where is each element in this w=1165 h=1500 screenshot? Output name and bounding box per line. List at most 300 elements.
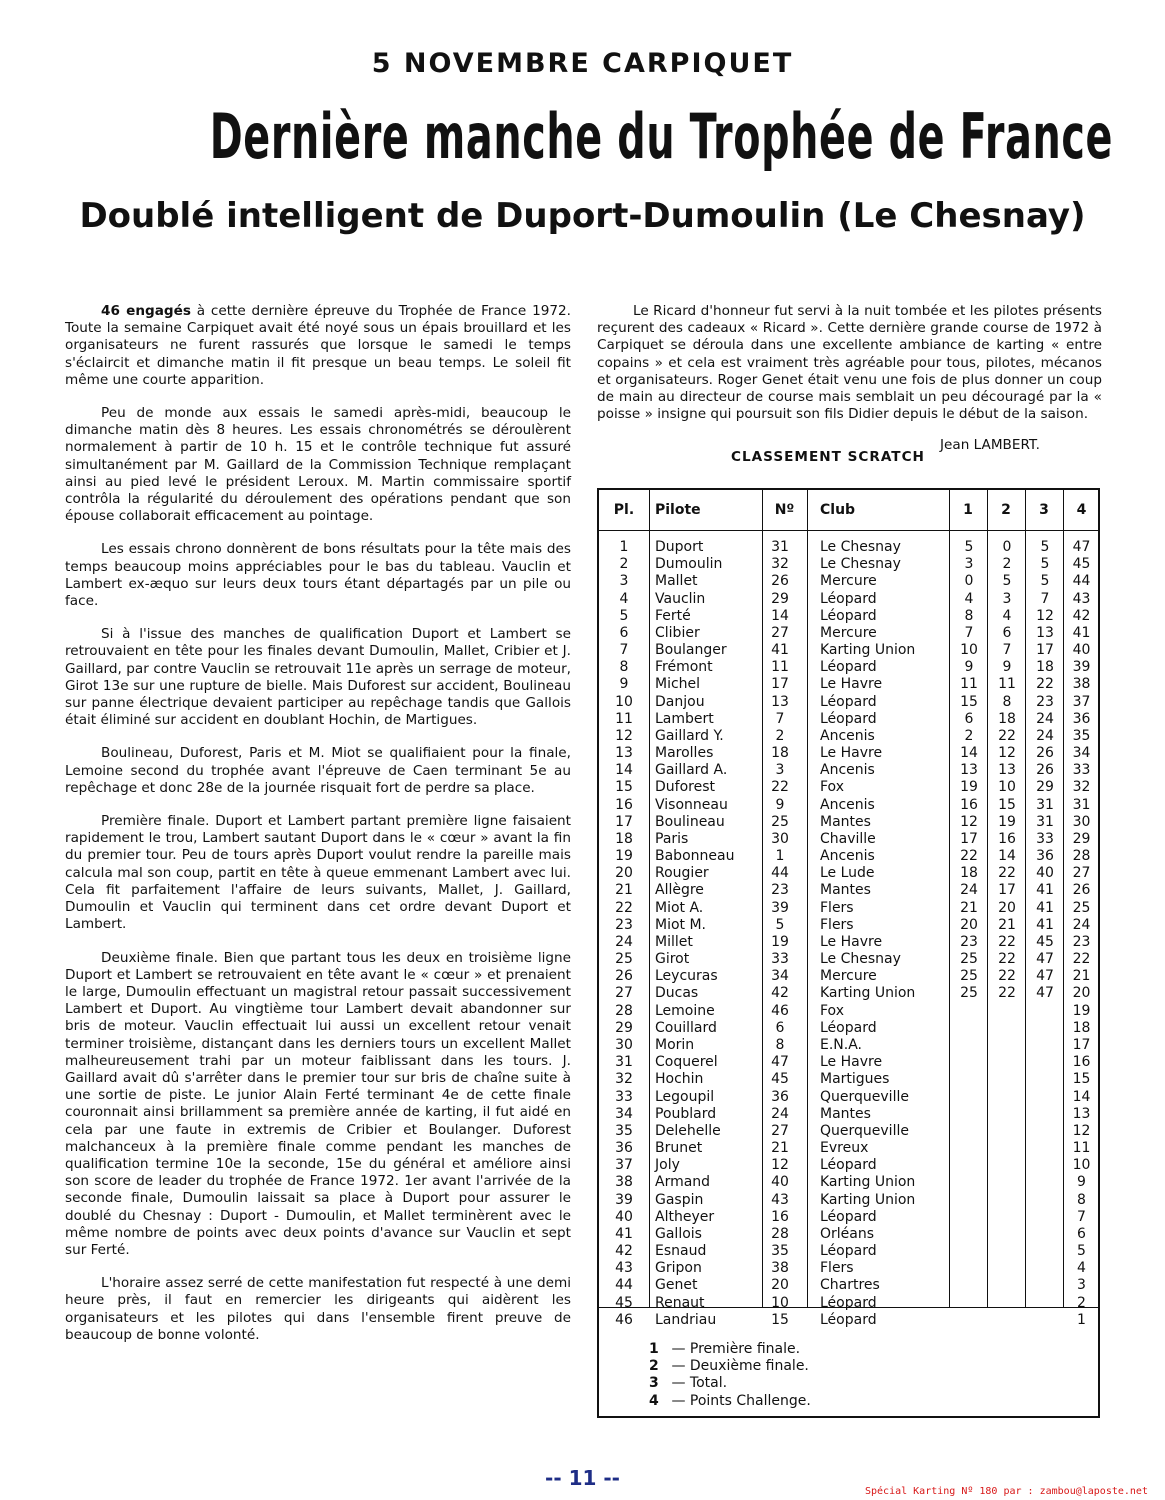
cell-pilote: Allègre bbox=[655, 882, 704, 899]
article-paragraph: Boulineau, Duforest, Paris et M. Miot se qualifiaient pour la finale, Lemoine second du trophée avant l'épreuve de Caen terminant 5e au repêchage et donc 28e de la journée risquait fort de perdre sa place. bbox=[65, 745, 571, 796]
cell-club: Querqueville bbox=[820, 1088, 909, 1105]
cell-final2: 17 bbox=[998, 882, 1016, 899]
cell-points: 24 bbox=[1072, 916, 1091, 933]
cell-points: 11 bbox=[1072, 1140, 1091, 1157]
results-table bbox=[597, 488, 1100, 1418]
table-row bbox=[599, 848, 1098, 865]
cell-points: 28 bbox=[1072, 848, 1091, 865]
cell-place: 32 bbox=[615, 1071, 633, 1088]
cell-place: 42 bbox=[615, 1243, 633, 1260]
cell-points: 26 bbox=[1072, 882, 1091, 899]
cell-final2: 20 bbox=[998, 899, 1016, 916]
cell-club: Chaville bbox=[820, 830, 876, 847]
cell-total: 31 bbox=[1036, 813, 1054, 830]
cell-pilote: Brunet bbox=[655, 1140, 703, 1157]
cell-total: 33 bbox=[1036, 830, 1054, 847]
cell-number: 29 bbox=[771, 590, 789, 607]
cell-club: Ancenis bbox=[820, 848, 875, 865]
cell-total: 40 bbox=[1036, 865, 1054, 882]
cell-club: Karting Union bbox=[820, 1191, 916, 1208]
cell-number: 8 bbox=[775, 1036, 785, 1053]
cell-place: 7 bbox=[619, 642, 629, 659]
table-row bbox=[599, 1003, 1098, 1020]
cell-number: 3 bbox=[775, 762, 785, 779]
cell-club: Léopard bbox=[820, 1019, 877, 1036]
cell-place: 41 bbox=[615, 1225, 633, 1242]
cell-place: 11 bbox=[615, 710, 633, 727]
cell-club: Le Havre bbox=[820, 676, 883, 693]
cell-points: 15 bbox=[1072, 1071, 1091, 1088]
cell-total: 17 bbox=[1036, 642, 1054, 659]
cell-place: 25 bbox=[615, 951, 633, 968]
article-paragraph: Deuxième finale. Bien que partant tous les deux en troisième ligne Duport et Lambert se retrouvaient en tête avant le « cœur » et prenaient le large, Dumoulin effectuant un magistral retour passait successivement Lambert et Duport. Au vingtième tour Lambert devait abandonner sur bris de moteur. Vauclin effectuait lui aussi un excellent retour venait terminer troisième, distançant dans les derniers tours un excellent Mallet malheureusement trahi par un moteur faiblissant dans les tours. J. Gaillard avait dû s'arrêter dans le premier tour sur bris de chaîne suite à une sortie de piste. Le junior Alain Ferté terminant 4e de cette finale couronnait ainsi brillamment sa première année de karting, il fut aidé en cela par une faute in extremis de Cribier et Boulanger. Duforest malchanceux à la première finale comme pendant les manches de qualification termine 10e la seconde, 15e du général et améliore ainsi son score de leader du trophée de France 1972. 1er avant l'arrivée de la seconde finale, Dumoulin laissait sa place à Duport pour assurer le doublé du Chesnay : Duport - Dumoulin, et Mallet terminèrent avec le même nombre de points avec deux points d'avance sur Vauclin et sept sur Ferté. bbox=[65, 949, 571, 1258]
table-row bbox=[599, 882, 1098, 899]
cell-points: 13 bbox=[1072, 1105, 1091, 1122]
cell-club: Flers bbox=[820, 1260, 854, 1277]
cell-number: 40 bbox=[771, 1174, 789, 1191]
cell-final1: 2 bbox=[964, 727, 974, 744]
cell-final2: 3 bbox=[1002, 590, 1012, 607]
cell-number: 26 bbox=[771, 573, 789, 590]
cell-final1: 3 bbox=[964, 556, 974, 573]
cell-points: 34 bbox=[1072, 745, 1091, 762]
cell-final2: 21 bbox=[998, 916, 1016, 933]
cell-number: 17 bbox=[771, 676, 789, 693]
legend-item: 2 — Deuxième finale. bbox=[649, 1358, 809, 1375]
cell-total: 36 bbox=[1036, 848, 1054, 865]
cell-final2: 13 bbox=[998, 762, 1016, 779]
cell-pilote: Dumoulin bbox=[655, 556, 723, 573]
cell-club: Mantes bbox=[820, 882, 871, 899]
table-row bbox=[599, 762, 1098, 779]
cell-final2: 2 bbox=[1002, 556, 1012, 573]
table-row bbox=[599, 711, 1098, 728]
cell-pilote: Genet bbox=[655, 1277, 698, 1294]
cell-number: 21 bbox=[771, 1140, 789, 1157]
cell-points: 29 bbox=[1072, 830, 1091, 847]
cell-final2: 15 bbox=[998, 796, 1016, 813]
cell-number: 27 bbox=[771, 624, 789, 641]
cell-place: 40 bbox=[615, 1208, 633, 1225]
cell-final2: 19 bbox=[998, 813, 1016, 830]
cell-points: 43 bbox=[1072, 590, 1091, 607]
cell-number: 25 bbox=[771, 813, 789, 830]
cell-place: 27 bbox=[615, 985, 633, 1002]
table-row bbox=[599, 659, 1098, 676]
cell-club: Léopard bbox=[820, 693, 877, 710]
article-paragraph: L'horaire assez serré de cette manifestation fut respecté à une demi heure près, il faut en remercier les dirigeants qui aidèrent les organisateurs et les pilotes qui dans l'ensemble firent preuve de beaucoup de bonne volonté. bbox=[65, 1275, 571, 1343]
table-row bbox=[599, 814, 1098, 831]
cell-number: 47 bbox=[771, 1054, 789, 1071]
cell-pilote: Ducas bbox=[655, 985, 699, 1002]
cell-place: 33 bbox=[615, 1088, 633, 1105]
cell-club: Léopard bbox=[820, 1311, 877, 1328]
article-paragraph: Si à l'issue des manches de qualification Duport et Lambert se retrouvaient en tête pour les finales devant Dumoulin, Mallet, Cribier et J. Gaillard, par contre Vauclin se retrouvait 11e après un serrage de moteur, Girot 13e sur une rupture de bielle. Mais Duforest sur accident, Boulineau sur panne électrique devaient participer au repêchage tandis que Gallois était éliminé sur accident en doublant Hochin, de Martigues. bbox=[65, 626, 571, 729]
cell-number: 38 bbox=[771, 1260, 789, 1277]
cell-points: 21 bbox=[1072, 968, 1091, 985]
cell-points: 41 bbox=[1072, 624, 1091, 641]
cell-final1: 19 bbox=[960, 779, 978, 796]
cell-number: 2 bbox=[775, 727, 785, 744]
cell-pilote: Visonneau bbox=[655, 796, 728, 813]
table-row bbox=[599, 797, 1098, 814]
cell-number: 14 bbox=[771, 607, 789, 624]
cell-points: 16 bbox=[1072, 1054, 1091, 1071]
cell-number: 9 bbox=[775, 796, 785, 813]
cell-number: 45 bbox=[771, 1071, 789, 1088]
cell-number: 43 bbox=[771, 1191, 789, 1208]
cell-final1: 15 bbox=[960, 693, 978, 710]
cell-club: Ancenis bbox=[820, 762, 875, 779]
cell-place: 22 bbox=[615, 899, 633, 916]
cell-place: 38 bbox=[615, 1174, 633, 1191]
headline: Dernière manche du Trophée de France bbox=[209, 100, 1114, 173]
cell-total: 24 bbox=[1036, 710, 1054, 727]
table-row bbox=[599, 1277, 1098, 1294]
cell-pilote: Duport bbox=[655, 539, 704, 555]
cell-number: 20 bbox=[771, 1277, 789, 1294]
scan-credit: Spécial Karting Nº 180 par : zambou@laposte.net bbox=[865, 1486, 1148, 1497]
cell-number: 34 bbox=[771, 968, 789, 985]
cell-final1: 4 bbox=[964, 590, 974, 607]
article-paragraph: Le Ricard d'honneur fut servi à la nuit tombée et les pilotes présents reçurent des cadeaux « Ricard ». Cette dernière grande course de 1972 à Carpiquet se déroula dans une excellente ambiance de karting « entre copains » et cela est vraiment très agréable pour tous, pilotes, mécanos et organisateurs. Roger Genet était venu une fois de plus donner un coup de main au directeur de course mais semblait un peu découragé par la « poisse » insigne qui poursuit son fils Didier depuis le début de la saison. bbox=[597, 303, 1102, 423]
cell-total: 18 bbox=[1036, 659, 1054, 676]
cell-number: 44 bbox=[771, 865, 789, 882]
cell-points: 39 bbox=[1072, 659, 1091, 676]
cell-final2: 22 bbox=[998, 985, 1016, 1002]
cell-club: Léopard bbox=[820, 590, 877, 607]
cell-place: 12 bbox=[615, 727, 633, 744]
cell-pilote: Altheyer bbox=[655, 1208, 715, 1225]
cell-points: 27 bbox=[1072, 865, 1091, 882]
cell-place: 14 bbox=[615, 762, 633, 779]
cell-club: Chartres bbox=[820, 1277, 880, 1294]
cell-number: 33 bbox=[771, 951, 789, 968]
cell-club: Mercure bbox=[820, 624, 877, 641]
cell-pilote: Millet bbox=[655, 933, 693, 950]
cell-pilote: Esnaud bbox=[655, 1243, 707, 1260]
cell-number: 36 bbox=[771, 1088, 789, 1105]
cell-points: 20 bbox=[1072, 985, 1091, 1002]
table-legend bbox=[649, 1341, 811, 1410]
cell-club: Léopard bbox=[820, 710, 877, 727]
cell-points: 7 bbox=[1077, 1208, 1086, 1225]
cell-number: 15 bbox=[771, 1311, 789, 1328]
legend-item: 4 — Points Challenge. bbox=[649, 1392, 811, 1409]
cell-final1: 21 bbox=[960, 899, 978, 916]
cell-total: 26 bbox=[1036, 745, 1054, 762]
table-row bbox=[599, 1106, 1098, 1123]
cell-final2: 11 bbox=[998, 676, 1016, 693]
kicker-date-location: 5 NOVEMBRE CARPIQUET bbox=[371, 48, 794, 79]
cell-number: 12 bbox=[771, 1157, 789, 1174]
cell-place: 1 bbox=[619, 539, 629, 555]
cell-number: 16 bbox=[771, 1208, 789, 1225]
cell-pilote: Babonneau bbox=[655, 848, 735, 865]
cell-number: 13 bbox=[771, 693, 789, 710]
cell-points: 40 bbox=[1072, 642, 1091, 659]
cell-pilote: Boulanger bbox=[655, 642, 727, 659]
cell-club: Léopard bbox=[820, 659, 877, 676]
cell-place: 30 bbox=[615, 1036, 633, 1053]
article-left-column bbox=[65, 303, 571, 1360]
cell-total: 41 bbox=[1036, 899, 1054, 916]
cell-club: Le Chesnay bbox=[820, 556, 901, 573]
cell-final1: 10 bbox=[960, 642, 978, 659]
cell-club: Martigues bbox=[820, 1071, 890, 1088]
cell-club: Léopard bbox=[820, 1294, 877, 1311]
cell-points: 4 bbox=[1077, 1260, 1086, 1277]
cell-total: 13 bbox=[1036, 624, 1054, 641]
cell-total: 5 bbox=[1040, 539, 1050, 555]
cell-place: 16 bbox=[615, 796, 633, 813]
cell-place: 20 bbox=[615, 865, 633, 882]
cell-pilote: Leycuras bbox=[655, 968, 718, 985]
cell-final2: 8 bbox=[1002, 693, 1012, 710]
cell-final1: 6 bbox=[964, 710, 974, 727]
cell-number: 28 bbox=[771, 1225, 789, 1242]
cell-points: 12 bbox=[1072, 1122, 1091, 1139]
cell-total: 22 bbox=[1036, 676, 1054, 693]
cell-pilote: Poublard bbox=[655, 1105, 717, 1122]
cell-pilote: Frémont bbox=[655, 659, 713, 676]
cell-final1: 25 bbox=[960, 968, 978, 985]
col-header-number: Nº bbox=[774, 502, 795, 518]
cell-place: 44 bbox=[615, 1277, 633, 1294]
cell-pilote: Miot M. bbox=[655, 916, 707, 933]
author-signature: Jean LAMBERT. bbox=[940, 437, 1040, 453]
table-row bbox=[599, 1209, 1098, 1226]
cell-points: 23 bbox=[1072, 933, 1091, 950]
cell-club: Léopard bbox=[820, 607, 877, 624]
cell-place: 3 bbox=[619, 573, 629, 590]
cell-place: 45 bbox=[615, 1294, 633, 1311]
cell-number: 11 bbox=[771, 659, 789, 676]
cell-points: 18 bbox=[1072, 1019, 1091, 1036]
cell-pilote: Gaillard A. bbox=[655, 762, 728, 779]
cell-final2: 6 bbox=[1002, 624, 1012, 641]
cell-points: 9 bbox=[1077, 1174, 1086, 1191]
cell-place: 39 bbox=[615, 1191, 633, 1208]
cell-place: 21 bbox=[615, 882, 633, 899]
cell-club: Mantes bbox=[820, 813, 871, 830]
cell-pilote: Marolles bbox=[655, 745, 714, 762]
cell-pilote: Vauclin bbox=[655, 590, 706, 607]
cell-points: 47 bbox=[1072, 539, 1091, 555]
table-row bbox=[599, 1123, 1098, 1140]
cell-total: 7 bbox=[1040, 590, 1050, 607]
cell-club: Orléans bbox=[820, 1225, 875, 1242]
cell-club: Karting Union bbox=[820, 642, 916, 659]
cell-pilote: Clibier bbox=[655, 624, 700, 641]
cell-club: Mercure bbox=[820, 573, 877, 590]
cell-number: 10 bbox=[771, 1294, 789, 1311]
cell-final1: 13 bbox=[960, 762, 978, 779]
cell-place: 31 bbox=[615, 1054, 633, 1071]
cell-points: 8 bbox=[1077, 1191, 1086, 1208]
article-paragraph: 46 engagés à cette dernière épreuve du Trophée de France 1972. Toute la semaine Carpiquet avait été noyé sous un épais brouillard et les organisateurs ne furent rassurés que lorsque le samedi le temps s'éclaircit et dimanche matin il fit presque un beau temps. Le soleil fit même une courte apparition. bbox=[65, 303, 571, 388]
cell-final2: 5 bbox=[1002, 573, 1012, 590]
cell-pilote: Morin bbox=[655, 1036, 695, 1053]
cell-final2: 18 bbox=[998, 710, 1016, 727]
cell-final2: 22 bbox=[998, 968, 1016, 985]
cell-club: Ancenis bbox=[820, 727, 875, 744]
cell-pilote: Girot bbox=[655, 951, 690, 968]
cell-number: 27 bbox=[771, 1122, 789, 1139]
cell-pilote: Gallois bbox=[655, 1225, 702, 1242]
cell-pilote: Gaspin bbox=[655, 1191, 704, 1208]
cell-points: 31 bbox=[1072, 796, 1091, 813]
table-row bbox=[599, 779, 1098, 796]
cell-total: 47 bbox=[1036, 968, 1054, 985]
cell-total: 24 bbox=[1036, 727, 1054, 744]
cell-total: 47 bbox=[1036, 985, 1054, 1002]
cell-pilote: Rougier bbox=[655, 865, 709, 882]
table-row bbox=[599, 556, 1098, 573]
legend-item: 1 — Première finale. bbox=[649, 1341, 801, 1357]
cell-club: Léopard bbox=[820, 1208, 877, 1225]
cell-pilote: Couillard bbox=[655, 1019, 717, 1036]
cell-points: 32 bbox=[1072, 779, 1091, 796]
cell-points: 17 bbox=[1072, 1036, 1091, 1053]
table-row bbox=[599, 968, 1098, 985]
table-row bbox=[599, 1312, 1098, 1329]
cell-place: 26 bbox=[615, 968, 633, 985]
cell-number: 42 bbox=[771, 985, 789, 1002]
cell-club: Flers bbox=[820, 899, 854, 916]
cell-total: 47 bbox=[1036, 951, 1054, 968]
col-header-points: 4 bbox=[1076, 502, 1087, 518]
header-rule bbox=[599, 530, 1098, 531]
cell-club: Léopard bbox=[820, 1243, 877, 1260]
article-right-column bbox=[597, 303, 1102, 423]
cell-club: Le Chesnay bbox=[820, 539, 901, 555]
table-body bbox=[599, 539, 1098, 1329]
cell-points: 33 bbox=[1072, 762, 1091, 779]
cell-final2: 4 bbox=[1002, 607, 1012, 624]
cell-number: 35 bbox=[771, 1243, 789, 1260]
cell-pilote: Boulineau bbox=[655, 813, 725, 830]
cell-final1: 22 bbox=[960, 848, 978, 865]
table-row bbox=[599, 985, 1098, 1002]
table-row bbox=[599, 608, 1098, 625]
table-row bbox=[599, 1243, 1098, 1260]
table-row bbox=[599, 1260, 1098, 1277]
cell-final2: 22 bbox=[998, 727, 1016, 744]
cell-place: 34 bbox=[615, 1105, 633, 1122]
cell-total: 41 bbox=[1036, 916, 1054, 933]
cell-total: 5 bbox=[1040, 556, 1050, 573]
cell-number: 7 bbox=[775, 710, 785, 727]
cell-place: 18 bbox=[615, 830, 633, 847]
cell-total: 31 bbox=[1036, 796, 1054, 813]
cell-total: 5 bbox=[1040, 573, 1050, 590]
cell-place: 6 bbox=[619, 624, 629, 641]
cell-total: 45 bbox=[1036, 933, 1054, 950]
cell-pilote: Lemoine bbox=[655, 1002, 715, 1019]
cell-total: 41 bbox=[1036, 882, 1054, 899]
cell-pilote: Ferté bbox=[655, 607, 691, 624]
cell-place: 35 bbox=[615, 1122, 633, 1139]
table-row bbox=[599, 694, 1098, 711]
cell-number: 46 bbox=[771, 1002, 789, 1019]
table-row bbox=[599, 1295, 1098, 1312]
cell-pilote: Michel bbox=[655, 676, 701, 693]
cell-pilote: Armand bbox=[655, 1174, 711, 1191]
cell-final1: 23 bbox=[960, 933, 978, 950]
cell-club: Le Havre bbox=[820, 745, 883, 762]
cell-total: 23 bbox=[1036, 693, 1054, 710]
cell-number: 32 bbox=[771, 556, 789, 573]
table-row bbox=[599, 745, 1098, 762]
cell-club: Le Lude bbox=[820, 865, 875, 882]
cell-final1: 25 bbox=[960, 951, 978, 968]
cell-number: 41 bbox=[771, 642, 789, 659]
cell-number: 5 bbox=[775, 916, 785, 933]
cell-points: 38 bbox=[1072, 676, 1091, 693]
cell-club: Le Chesnay bbox=[820, 951, 901, 968]
cell-number: 22 bbox=[771, 779, 789, 796]
cell-points: 42 bbox=[1072, 607, 1091, 624]
cell-points: 10 bbox=[1072, 1157, 1091, 1174]
cell-pilote: Renaut bbox=[655, 1294, 705, 1311]
cell-final2: 9 bbox=[1002, 659, 1012, 676]
cell-place: 5 bbox=[619, 607, 629, 624]
lead-bold: 46 engagés bbox=[101, 303, 191, 319]
table-row bbox=[599, 1071, 1098, 1088]
cell-club: Léopard bbox=[820, 1157, 877, 1174]
cell-points: 37 bbox=[1072, 693, 1091, 710]
table-row bbox=[599, 642, 1098, 659]
table-row bbox=[599, 625, 1098, 642]
cell-place: 23 bbox=[615, 916, 633, 933]
cell-final2: 12 bbox=[998, 745, 1016, 762]
table-row bbox=[599, 917, 1098, 934]
cell-pilote: Hochin bbox=[655, 1071, 704, 1088]
cell-club: E.N.A. bbox=[820, 1036, 862, 1053]
table-row bbox=[599, 728, 1098, 745]
cell-final2: 10 bbox=[998, 779, 1016, 796]
cell-final1: 18 bbox=[960, 865, 978, 882]
cell-final1: 7 bbox=[964, 624, 974, 641]
cell-final1: 17 bbox=[960, 830, 978, 847]
cell-place: 46 bbox=[615, 1311, 633, 1328]
cell-club: Fox bbox=[820, 1002, 844, 1019]
cell-points: 5 bbox=[1077, 1243, 1086, 1260]
table-row bbox=[599, 951, 1098, 968]
cell-number: 23 bbox=[771, 882, 789, 899]
cell-place: 10 bbox=[615, 693, 633, 710]
cell-pilote: Duforest bbox=[655, 779, 715, 796]
table-row bbox=[599, 1089, 1098, 1106]
cell-place: 19 bbox=[615, 848, 633, 865]
cell-final1: 20 bbox=[960, 916, 978, 933]
cell-pilote: Delehelle bbox=[655, 1122, 721, 1139]
cell-club: Fox bbox=[820, 779, 844, 796]
cell-number: 18 bbox=[771, 745, 789, 762]
cell-pilote: Joly bbox=[655, 1157, 680, 1174]
cell-final2: 16 bbox=[998, 830, 1016, 847]
cell-final2: 22 bbox=[998, 951, 1016, 968]
results-table-title: CLASSEMENT SCRATCH bbox=[731, 449, 925, 465]
cell-place: 37 bbox=[615, 1157, 633, 1174]
article-paragraph: Les essais chrono donnèrent de bons résultats pour la tête mais des temps beaucoup moins appréciables pour le bas du tableau. Vauclin et Lambert ex-æquo sur leurs deux tours étant départagés par un pile ou face. bbox=[65, 541, 571, 610]
table-row bbox=[599, 1192, 1098, 1209]
table-row bbox=[599, 1174, 1098, 1191]
cell-final1: 12 bbox=[960, 813, 978, 830]
cell-club: Karting Union bbox=[820, 1174, 916, 1191]
cell-club: Le Havre bbox=[820, 1054, 883, 1071]
